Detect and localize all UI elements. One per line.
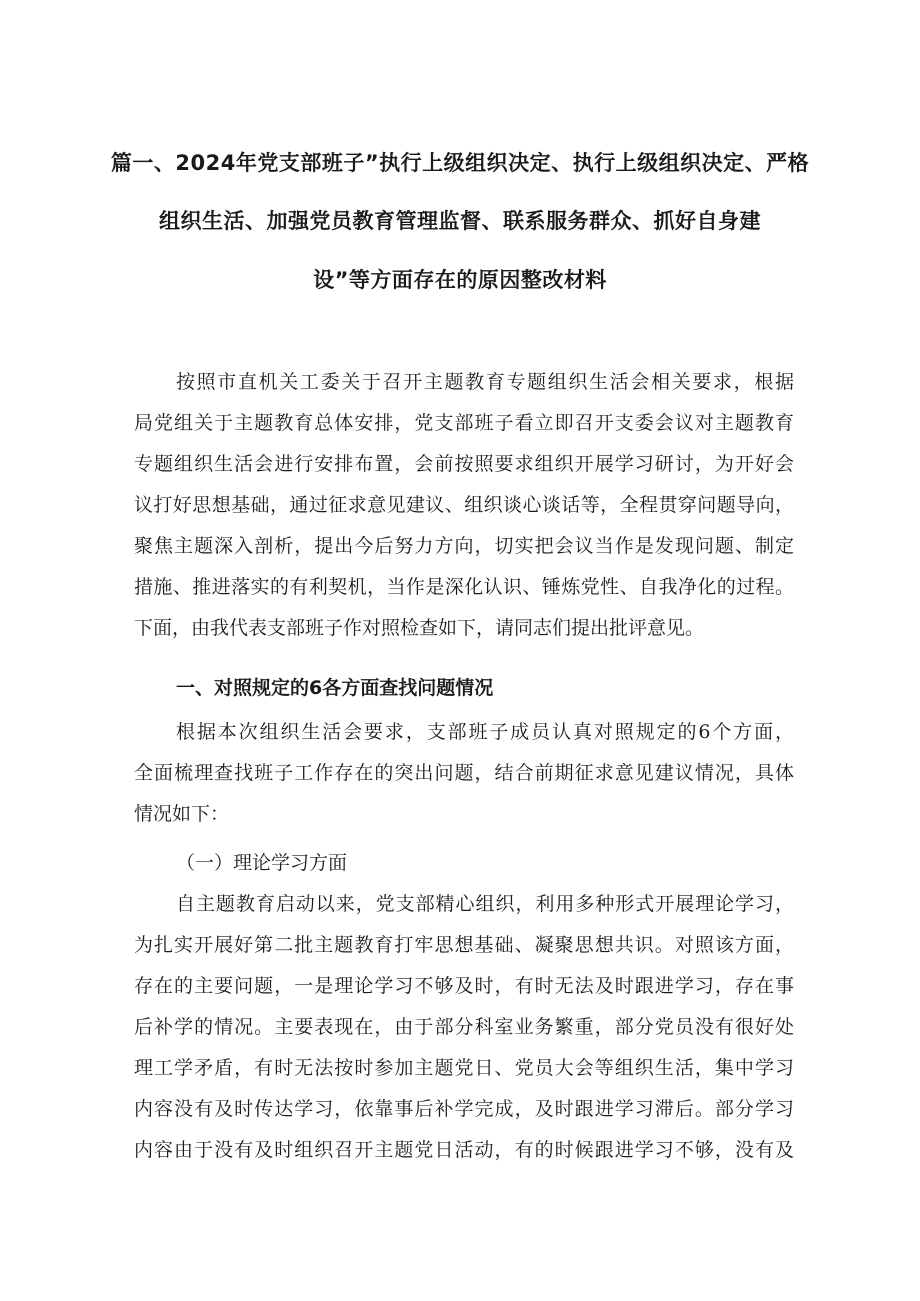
subsection-paragraph-line: 内容由于没有及时组织召开主题党日活动，有的时候跟进学习不够，没有及 [134,1139,794,1161]
section-paragraph-line: 全面梳理查找班子工作存在的突出问题，结合前期征求意见建议情况，具体 [134,762,794,784]
intro-paragraph-line: 议打好思想基础，通过征求意见建议、组织谈心谈话等，全程贯穿问题导向， [134,494,794,516]
subsection-heading: （一）理论学习方面 [176,852,348,874]
subsection-paragraph-line: 为扎实开展好第二批主题教育打牢思想基础、凝聚思想共识。对照该方面， [134,934,794,956]
intro-paragraph-line: 措施、推进落实的有利契机，当作是深化认识、锤炼党性、自我净化的过程。 [134,576,794,598]
intro-paragraph-line: 聚焦主题深入剖析，提出今后努力方向，切实把会议当作是发现问题、制定 [134,535,794,557]
subsection-paragraph-line: 自主题教育启动以来，党支部精心组织，利用多种形式开展理论学习， [176,893,794,915]
subsection-paragraph-line: 理工学矛盾，有时无法按时参加主题党日、党员大会等组织生活，集中学习 [134,1057,794,1079]
intro-paragraph-line: 下面，由我代表支部班子作对照检查如下，请同志们提出批评意见。 [134,617,705,639]
intro-paragraph-line: 专题组织生活会进行安排布置，会前按照要求组织开展学习研讨，为开好会 [134,453,794,475]
section-paragraph-line: 情况如下： [134,803,230,825]
intro-paragraph-line: 局党组关于主题教育总体安排，党支部班子看立即召开支委会议对主题教育 [134,412,794,434]
intro-paragraph-line: 按照市直机关工委关于召开主题教育专题组织生活会相关要求，根据 [176,371,794,393]
section-paragraph-line: 根据本次组织生活会要求，支部班子成员认真对照规定的6个方面， [176,721,794,743]
section-heading: 一、对照规定的6各方面查找问题情况 [176,677,494,699]
document-title-line-3: 设”等方面存在的原因整改材料 [313,268,607,292]
document-title-line-1: 篇一、2024年党支部班子”执行上级组织决定、执行上级组织决定、严格 [110,151,810,175]
subsection-paragraph-line: 存在的主要问题，一是理论学习不够及时，有时无法及时跟进学习，存在事 [134,975,794,997]
subsection-paragraph-line: 后补学的情况。主要表现在，由于部分科室业务繁重，部分党员没有很好处 [134,1016,794,1038]
subsection-paragraph-line: 内容没有及时传达学习，依靠事后补学完成，及时跟进学习滞后。部分学习 [134,1098,794,1120]
document-title-line-2: 组织生活、加强党员教育管理监督、联系服务群众、抓好自身建 [159,209,761,233]
